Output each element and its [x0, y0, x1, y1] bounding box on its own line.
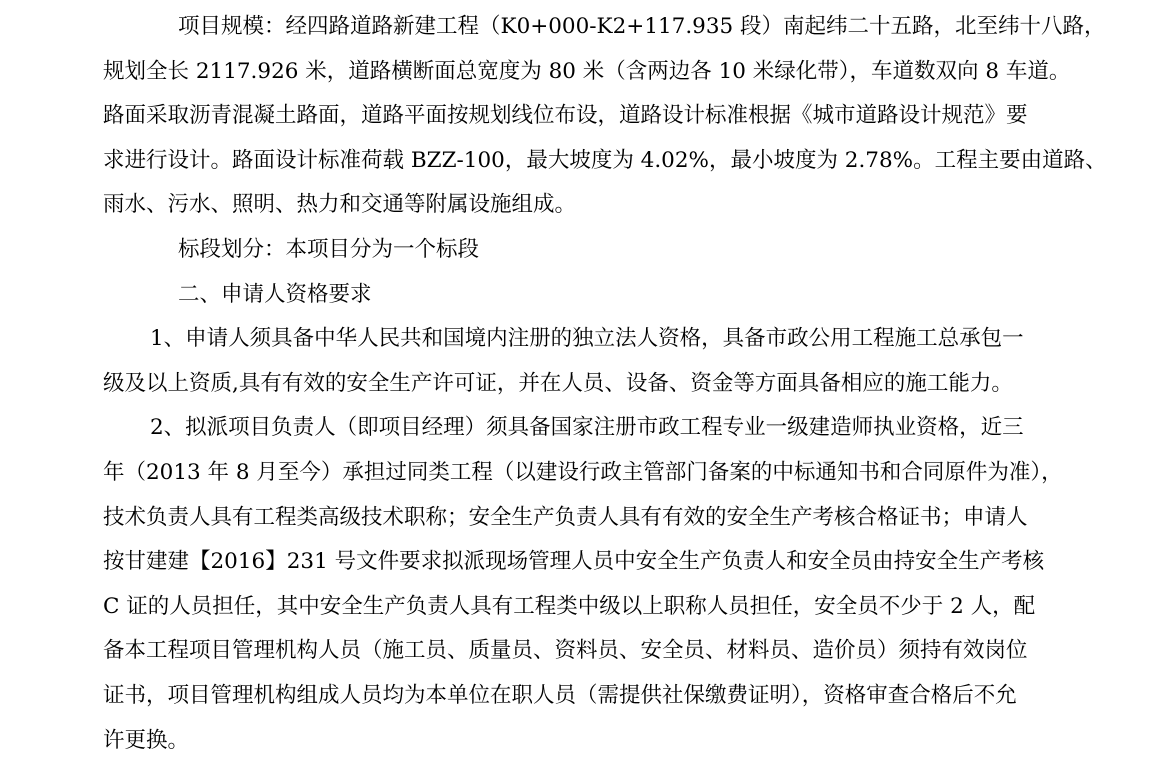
text-line: 证书，项目管理机构组成人员均为本单位在职人员（需提供社保缴费证明），资格审查合格后不允: [103, 682, 1017, 708]
text-line: C 证的人员担任，其中安全生产负责人具有工程类中级以上职称人员担任，安全员不少于 2 人，配: [103, 593, 1036, 619]
paragraph-requirement-2: [103, 406, 1061, 759]
text-line: 雨水、污水、照明、热力和交通等附属设施组成。: [103, 192, 577, 218]
paragraph-section-2-heading: [103, 273, 1061, 318]
paragraph-project-scale: [103, 5, 1107, 228]
document-body: [103, 5, 1107, 759]
paragraph-requirement-1: [103, 317, 1061, 406]
text-line: 标段划分：本项目分为一个标段: [178, 236, 480, 262]
text-line: 备本工程项目管理机构人员（施工员、质量员、资料员、安全员、材料员、造价员）须持有效岗位: [103, 638, 1028, 664]
text-line: 年（2013 年 8 月至今）承担过同类工程（以建设行政主管部门备案的中标通知书和合同原件为准），: [103, 459, 1063, 485]
text-line: 许更换。: [103, 727, 190, 753]
text-line: 项目规模：经四路道路新建工程（K0+000-K2+117.935 段）南起纬二十五路，北至纬十八路，: [178, 14, 1106, 39]
text-line: 路面采取沥青混凝土路面，道路平面按规划线位布设，道路设计标准根据《城市道路设计规范》要: [103, 103, 1028, 129]
text-line: 1、申请人须具备中华人民共和国境内注册的独立法人资格，具备市政公用工程施工总承包一: [150, 326, 1024, 352]
text-line: 按甘建建【2016】231 号文件要求拟派现场管理人员中安全生产负责人和安全员由持安全生产考核: [103, 549, 1045, 575]
text-line: 技术负责人具有工程类高级技术职称；安全生产负责人具有有效的安全生产考核合格证书；申请人: [103, 504, 1028, 530]
text-line: 求进行设计。路面设计标准荷载 BZZ-100，最大坡度为 4.02%，最小坡度为 2.78%。工程主要由道路、: [103, 147, 1107, 173]
text-line: 二、申请人资格要求: [178, 281, 372, 307]
text-line: 级及以上资质,具有有效的安全生产许可证，并在人员、设备、资金等方面具备相应的施工能力。: [103, 370, 1013, 396]
text-line: 2、拟派项目负责人（即项目经理）须具备国家注册市政工程专业一级建造师执业资格，近三: [150, 415, 1024, 441]
paragraph-lot-division: [103, 228, 1061, 273]
text-line: 规划全长 2117.926 米，道路横断面总宽度为 80 米（含两边各 10 米绿化带），车道数双向 8 车道。: [103, 58, 1071, 84]
